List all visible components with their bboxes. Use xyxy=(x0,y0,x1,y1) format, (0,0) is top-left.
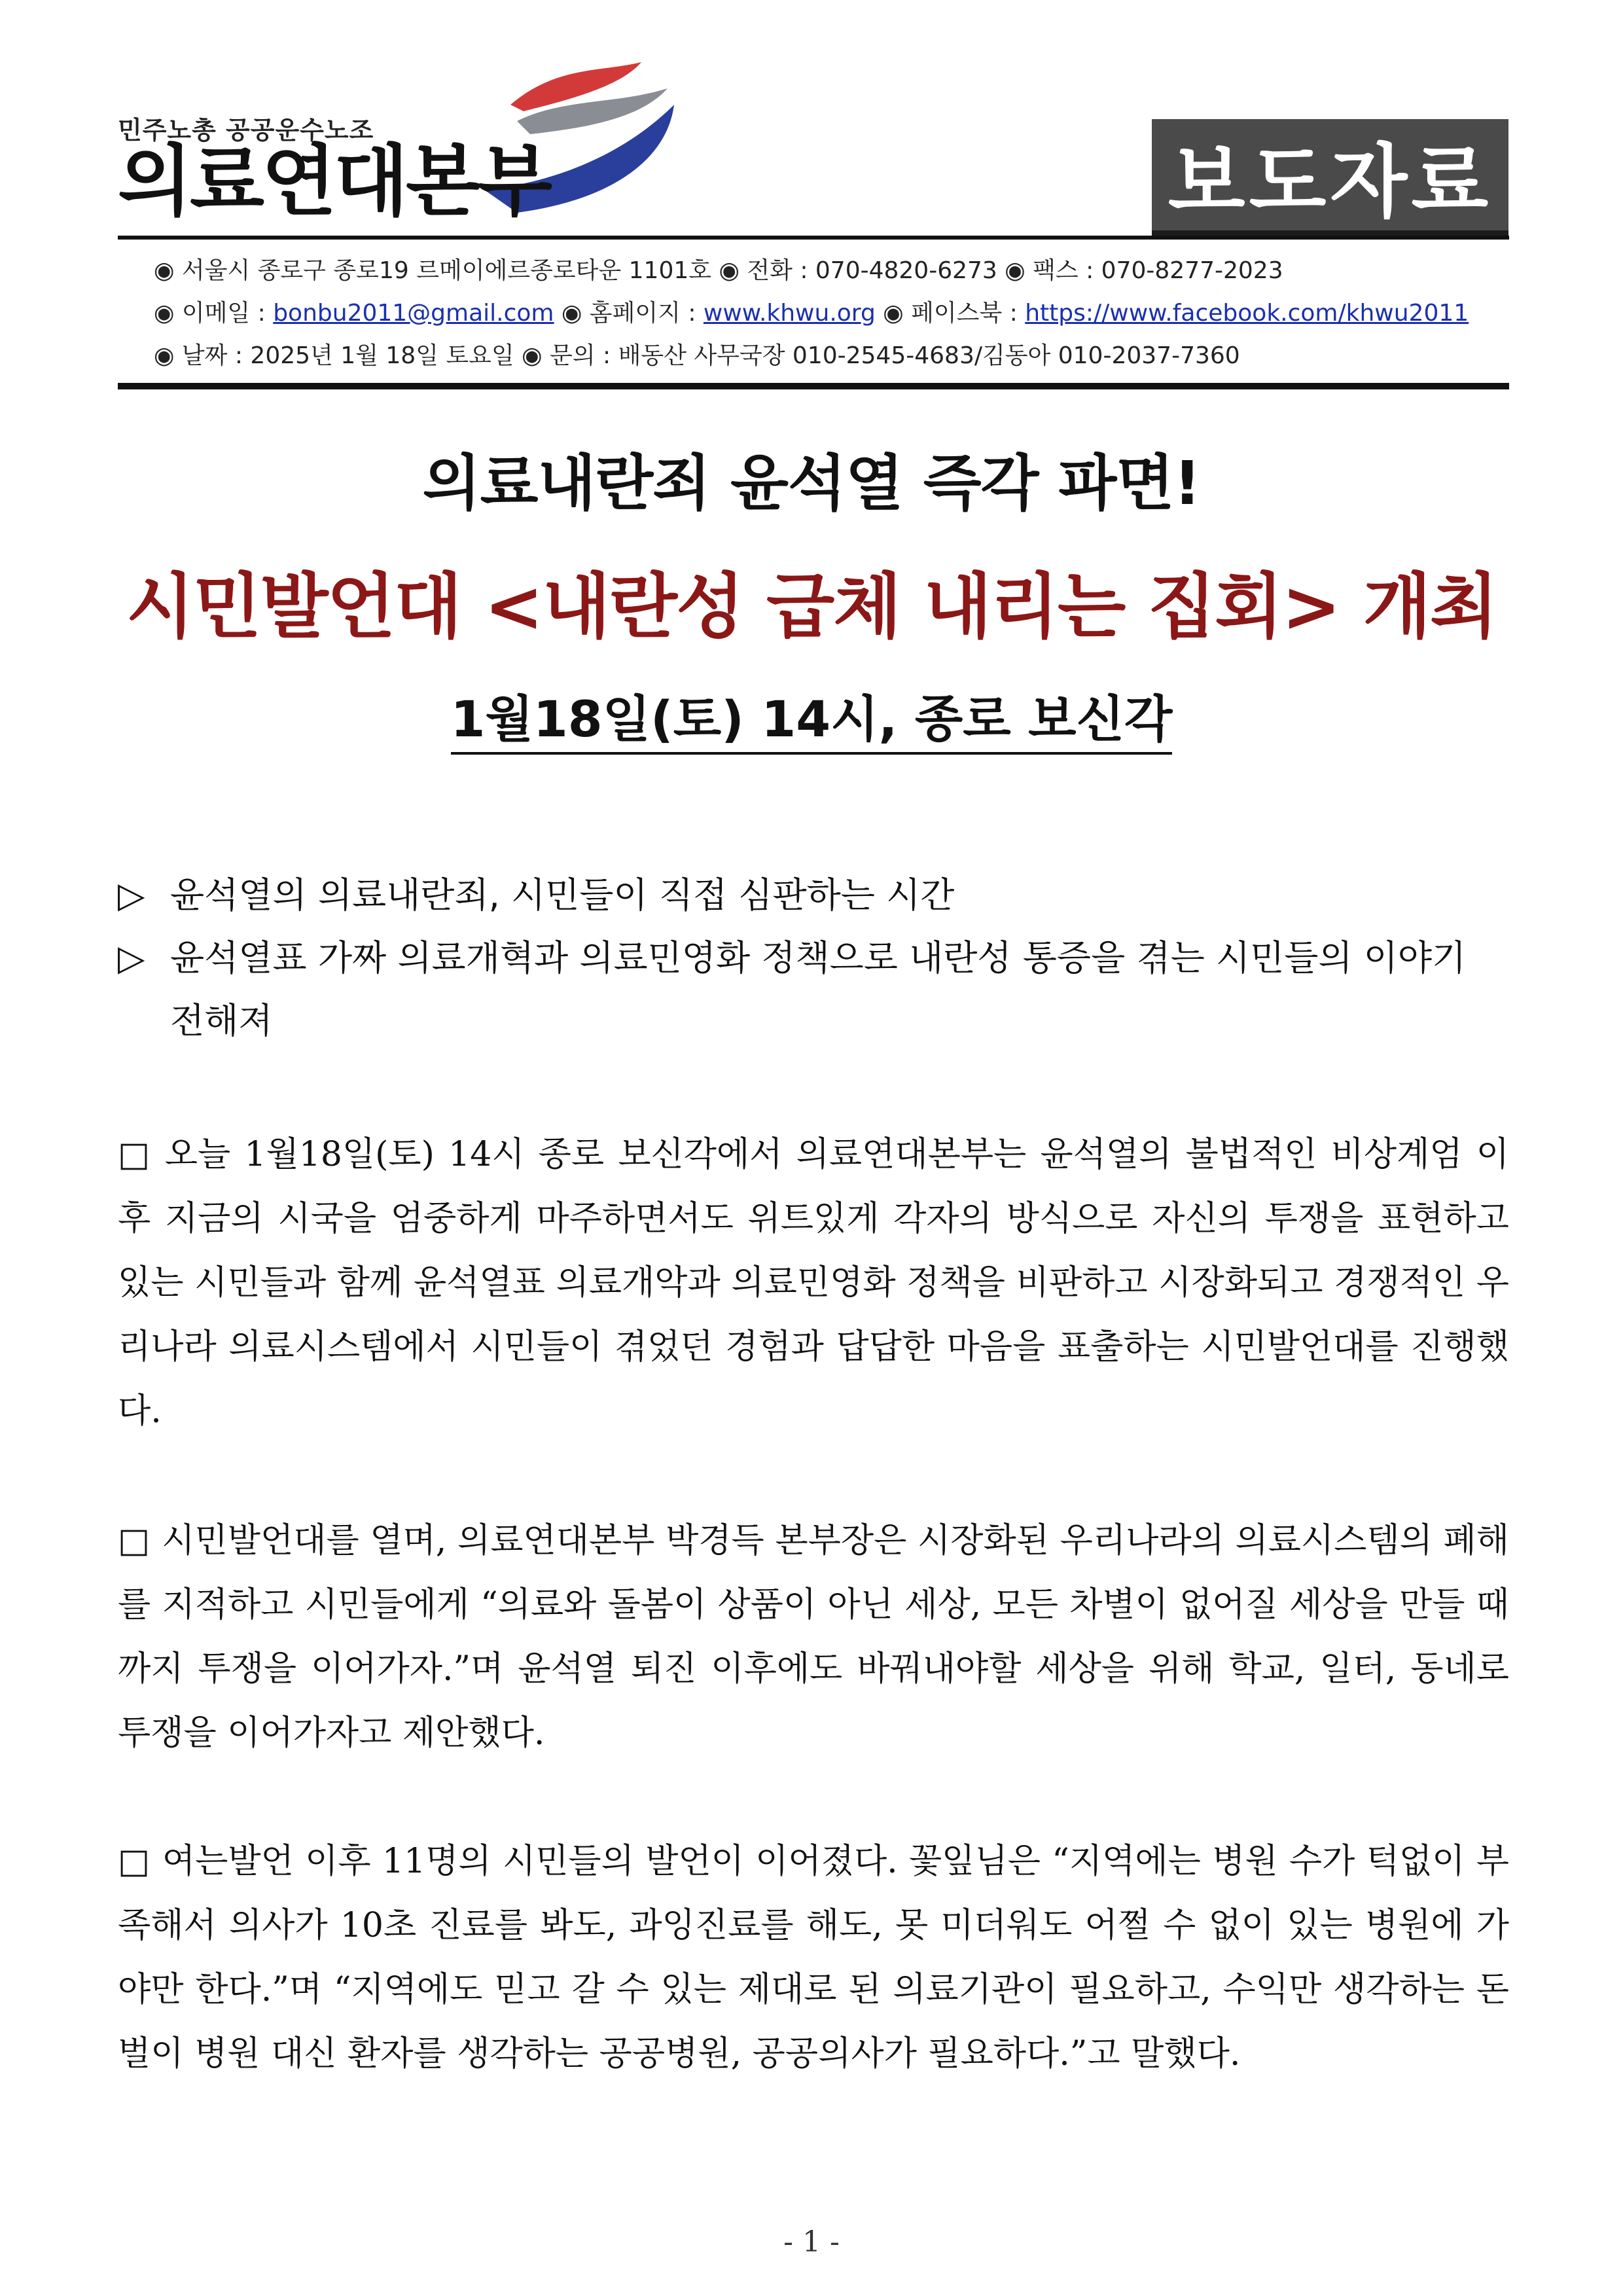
contact-divider xyxy=(118,383,1509,389)
event-datetime-text: 1월18일(토) 14시, 종로 보신각 xyxy=(451,690,1173,755)
body-paragraph-text: 여는발언 이후 11명의 시민들의 발언이 이어졌다. 꽃잎님은 “지역에는 병원 수가 턱없이 부족해서 의사가 10초 진료를 봐도, 과잉진료를 해도, 못 미더워도 어쩔 수 없이 있는 병원에 가야만 한다.”며 “지역에도 믿고 갈 수 있는 제대로 된 의료기관이 필요하고, 수익만 생각하는 돈벌이 병원 대신 환자를 생각하는 공공병원, 공공의사가 필요하다.”고 말했다. xyxy=(118,1842,1509,2073)
triangle-icon: ▷ xyxy=(118,937,145,978)
square-icon: □ xyxy=(118,1135,153,1174)
square-icon: □ xyxy=(118,1842,151,1881)
header-divider xyxy=(118,236,1509,240)
summary-bullet xyxy=(118,927,1509,1052)
summary-bullets xyxy=(118,864,1509,1052)
main-title: 시민발언대 <내란성 급체 내리는 집회> 개최 xyxy=(126,566,1497,648)
body-paragraph xyxy=(118,1509,1509,1765)
body-paragraph xyxy=(118,1829,1509,2086)
email-link[interactable]: bonbu2011@gmail.com xyxy=(273,300,554,327)
contact-online-line xyxy=(154,295,1469,328)
event-datetime xyxy=(0,679,1623,751)
union-name: 민주노총 공공운수노조 xyxy=(118,116,374,145)
homepage-link[interactable]: www.khwu.org xyxy=(703,300,876,327)
homepage-label: ◉ 홈페이지 : xyxy=(554,300,704,327)
press-release-badge: 보도자료 xyxy=(1152,119,1508,237)
body-paragraph-text: 시민발언대를 열며, 의료연대본부 박경득 본부장은 시장화된 우리나라의 의료시스템의 폐해를 지적하고 시민들에게 “의료와 돌봄이 상품이 아닌 세상, 모든 차별이 없어질 세상을 만들 때까지 투쟁을 이어가자.”며 윤석열 퇴진 이후에도 바꿔내야할 세상을 위해 학교, 일터, 동네로 투쟁을 이어가자고 제안했다. xyxy=(118,1521,1509,1753)
headline: 의료내란죄 윤석열 즉각 파면! xyxy=(422,448,1201,518)
body-paragraph-text: 오늘 1월18일(토) 14시 종로 보신각에서 의료연대본부는 윤석열의 불법적인 비상계엄 이후 지금의 시국을 엄중하게 마주하면서도 위트있게 각자의 방식으로 자신의 투쟁을 표현하고 있는 시민들과 함께 윤석열표 의료개악과 의료민영화 정책을 비판하고 시장화되고 경쟁적인 우리나라 의료시스템에서 시민들이 겪었던 경험과 답답한 마음을 표출하는 시민발언대를 진행했다. xyxy=(118,1135,1509,1431)
square-icon: □ xyxy=(118,1521,151,1560)
facebook-label: ◉ 페이스북 : xyxy=(875,300,1026,327)
summary-bullet-text: 윤석열의 의료내란죄, 시민들이 직접 심판하는 시간 xyxy=(170,874,955,916)
org-name: 의료연대본부 xyxy=(118,136,550,226)
triangle-icon: ▷ xyxy=(118,874,145,916)
org-logo xyxy=(118,59,576,229)
summary-bullet-text: 윤석열표 가짜 의료개혁과 의료민영화 정책으로 내란성 통증을 겪는 시민들의 이야기 전해져 xyxy=(170,937,1467,1041)
facebook-link[interactable]: https://www.facebook.com/khwu2011 xyxy=(1025,300,1469,327)
summary-bullet xyxy=(118,864,1509,927)
page-number: - 1 - xyxy=(783,2225,840,2259)
contact-date-line: ◉ 날짜 : 2025년 1월 18일 토요일 ◉ 문의 : 배동산 사무국장 010-2545-4683/김동아 010-2037-7360 xyxy=(154,342,1240,369)
body-paragraph xyxy=(118,1122,1509,1443)
contact-address-line: ◉ 서울시 종로구 종로19 르메이에르종로타운 1101호 ◉ 전화 : 070-4820-6273 ◉ 팩스 : 070-8277-2023 xyxy=(154,257,1283,284)
email-label: ◉ 이메일 : xyxy=(154,300,274,327)
